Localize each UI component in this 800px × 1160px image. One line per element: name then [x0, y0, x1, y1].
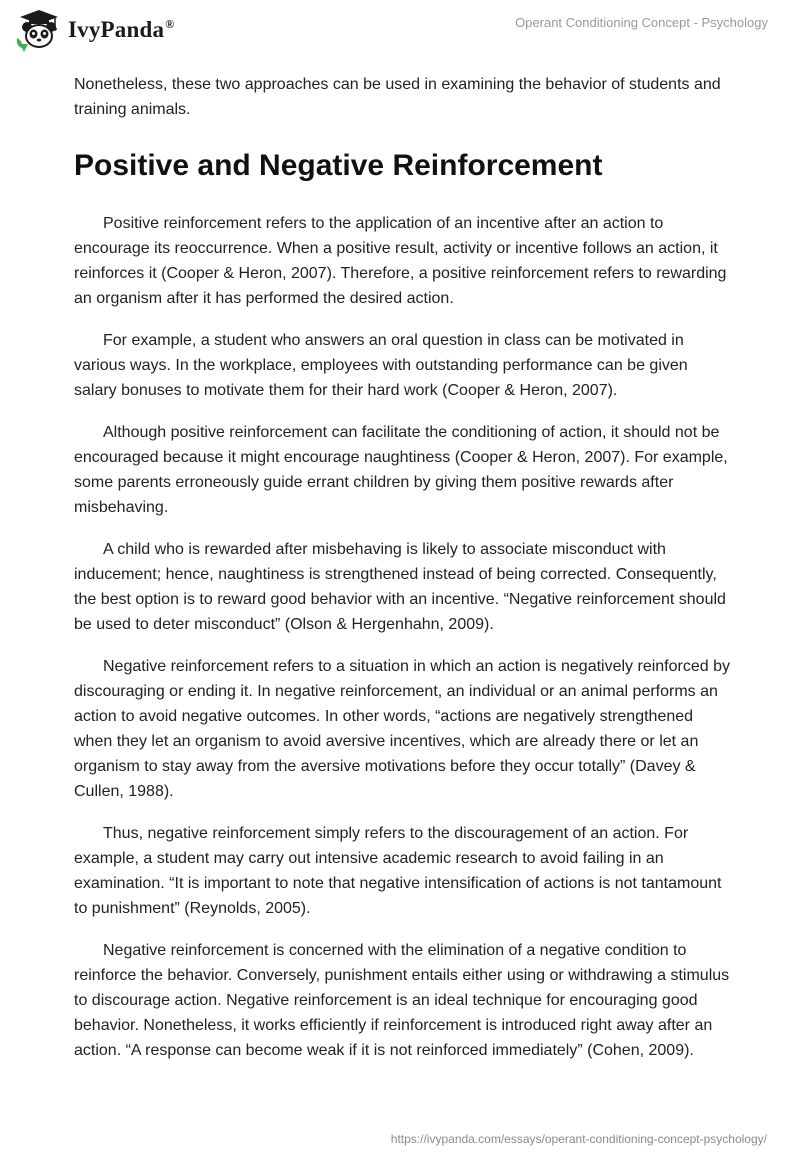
document-title: Operant Conditioning Concept - Psychology	[515, 15, 768, 30]
panda-logo-icon	[14, 8, 64, 52]
brand-name: IvyPanda®	[68, 17, 175, 42]
source-url[interactable]: https://ivypanda.com/essays/operant-conditioning-concept-psychology/	[390, 1132, 767, 1146]
paragraph: Thus, negative reinforcement simply refers to the discouragement of an action. For example, a student may carry out intensive academic research to avoid failing in an examination. “It is important to note that negative intensification of actions is not tantamount to punishment” (Reynolds, 2005).	[74, 825, 722, 917]
essay-content	[74, 72, 730, 1080]
paragraph: Positive reinforcement refers to the application of an incentive after an action to encourage its reoccurrence. When a positive result, activity or incentive follows an action, it reinforces it (Cooper & Heron, 2007). Therefore, a positive reinforcement refers to rewarding an organism after it has performed the desired action.	[74, 215, 727, 307]
ivypanda-logo[interactable]	[14, 8, 174, 52]
paragraph: Negative reinforcement refers to a situation in which an action is negatively reinforced by discouraging or ending it. In negative reinforcement, an individual or an animal performs an action to avoid negative outcomes. In other words, “actions are negatively strengthened when they let an organism to avoid aversive incentives, which are already there or let an organism to stay away from the aversive motivations before they occur totally” (Davey & Cullen, 1988).	[74, 658, 730, 800]
page-header	[0, 0, 800, 60]
section-heading: Positive and Negative Reinforcement	[74, 149, 603, 182]
paragraph: Negative reinforcement is concerned with the elimination of a negative condition to reinforce the behavior. Conversely, punishment entails either using or withdrawing a stimulus to discourage action. Negative reinforcement is an ideal technique for encouraging good behavior. Nonetheless, it works efficiently if reinforcement is introduced right away after an action. “A response can become weak if it is not reinforced immediately” (Cohen, 2009).	[74, 942, 730, 1059]
paragraph: For example, a student who answers an oral question in class can be motivated in various ways. In the workplace, employees with outstanding performance can be given salary bonuses to motivate them for their hard work (Cooper & Heron, 2007).	[74, 332, 688, 399]
paragraph: A child who is rewarded after misbehaving is likely to associate misconduct with inducement; hence, naughtiness is strengthened instead of being corrected. Consequently, the best option is to reward good behavior with an incentive. “Negative reinforcement should be used to deter misconduct” (Olson & Hergenhahn, 2009).	[74, 541, 726, 633]
intro-paragraph: Nonetheless, these two approaches can be used in examining the behavior of students and training animals.	[74, 76, 721, 118]
registered-mark: ®	[165, 17, 175, 32]
paragraph: Although positive reinforcement can facilitate the conditioning of action, it should not be encouraged because it might encourage naughtiness (Cooper & Heron, 2007). For example, some parents erroneously guide errant children by giving them positive rewards after misbehaving.	[74, 424, 728, 516]
